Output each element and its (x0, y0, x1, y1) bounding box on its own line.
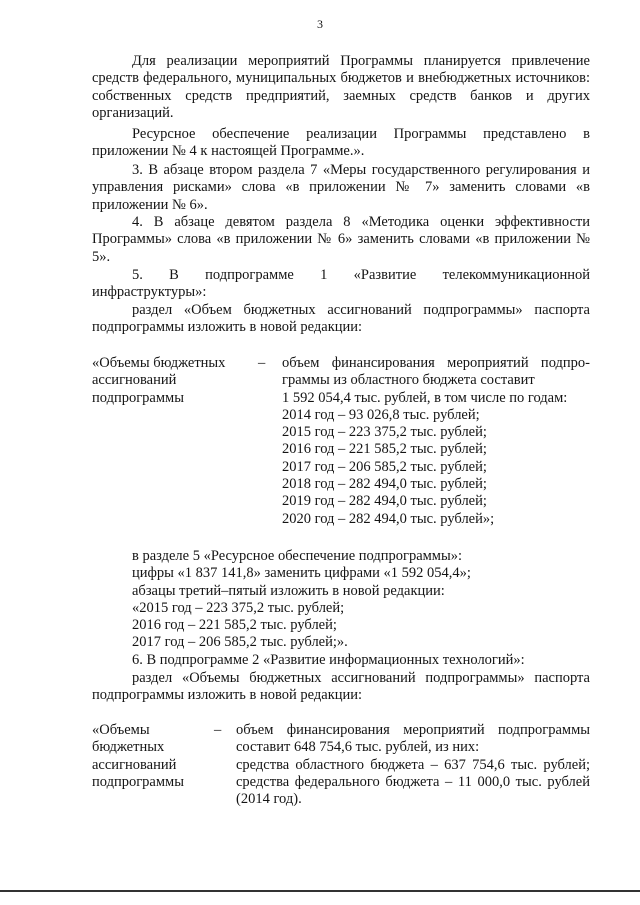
table2-dash: – (214, 722, 222, 738)
paragraph-subprogram2-passport: раздел «Объемы бюджетных ассигнований подпрограммы» паспорта подпрограммы изложить в новой редакции: (92, 670, 590, 704)
table1-right-line: 1 592 054,4 тыс. рублей, в том числе по годам: (282, 389, 568, 406)
paragraph-subprogram1-passport: раздел «Объем бюджетных ассигнований подпрограммы» паспорта подпрограммы изложить в новой редакции: (92, 302, 590, 336)
paragraph-item-5: 5. В подпрограмме 1 «Развитие телекоммуникационной инфраструктуры»: (92, 267, 590, 301)
page-bottom-rule (0, 890, 640, 892)
table1-left-line: ассигнований (92, 372, 177, 389)
section5-line: 2016 год – 221 585,2 тыс. рублей; (132, 617, 337, 634)
table2-left-label (92, 722, 184, 791)
section5-line: цифры «1 837 141,8» заменить цифрами «1 592 054,4»; (132, 565, 471, 582)
table1-right-value (282, 355, 590, 528)
table1-year-line: 2018 год – 282 494,0 тыс. рублей; (282, 476, 487, 493)
section5-line: «2015 год – 223 375,2 тыс. рублей; (132, 599, 345, 616)
section5-line: абзацы третий–пятый изложить в новой редакции: (132, 582, 445, 599)
section5-line: 6. В подпрограмме 2 «Развитие информационных технологий»: (132, 651, 525, 668)
table2-left-line: «Объемы (92, 722, 150, 738)
table1-left-label (92, 355, 225, 407)
table2-right-line: составит 648 754,6 тыс. рублей, из них: (236, 739, 480, 756)
table1-right-line: объем финансирования мероприятий подпро- (282, 355, 590, 371)
table1-dash: – (258, 355, 266, 371)
table2-right-line: средства областного бюджета – 637 754,6 тыс. рублей; (236, 756, 590, 773)
paragraph-resource-support: Ресурсное обеспечение реализации Программы представлено в приложении № 4 к настоящей Программе.». (92, 126, 590, 160)
table2-left-line: подпрограммы (92, 773, 184, 790)
table2-left-line: бюджетных (92, 739, 165, 756)
table1-left-line: «Объемы бюджетных (92, 355, 226, 371)
section5-edits (132, 548, 525, 669)
table1-year-line: 2017 год – 206 585,2 тыс. рублей; (282, 458, 487, 475)
table2-right-value (236, 722, 590, 808)
table1-right-line: граммы из областного бюджета составит (282, 372, 535, 389)
paragraph-item-3: 3. В абзаце втором раздела 7 «Меры государственного регулирования и управления рисками» слова «в приложении № 7» заменить словами «в приложении № 6». (92, 162, 590, 213)
table1-year-line: 2014 год – 93 026,8 тыс. рублей; (282, 406, 480, 423)
table2-right-line: средства федерального бюджета – 11 000,0 тыс. рублей (236, 773, 590, 790)
table2-right-line: (2014 год). (236, 791, 302, 808)
section5-line: 2017 год – 206 585,2 тыс. рублей;». (132, 634, 348, 651)
table1-year-line: 2019 год – 282 494,0 тыс. рублей; (282, 493, 487, 510)
table2-right-line: объем финансирования мероприятий подпрограммы (236, 722, 590, 738)
section5-line: в разделе 5 «Ресурсное обеспечение подпрограммы»: (132, 548, 463, 564)
table1-year-line: 2020 год – 282 494,0 тыс. рублей»; (282, 510, 495, 527)
table1-year-line: 2015 год – 223 375,2 тыс. рублей; (282, 424, 487, 441)
table2-left-line: ассигнований (92, 756, 177, 773)
table1-left-line: подпрограммы (92, 389, 184, 406)
page-number: 3 (317, 17, 323, 31)
paragraph-funding-sources: Для реализации мероприятий Программы планируется привлечение средств федерального, муниципальных бюджетов и внебюджетных источников: собственных средств предприятий, заемных средств банков и других организаций. (92, 53, 590, 121)
table1-year-line: 2016 год – 221 585,2 тыс. рублей; (282, 441, 487, 458)
paragraph-item-4: 4. В абзаце девятом раздела 8 «Методика оценки эффективности Программы» слова «в приложении № 6» заменить словами «в приложении № 5». (92, 214, 590, 265)
